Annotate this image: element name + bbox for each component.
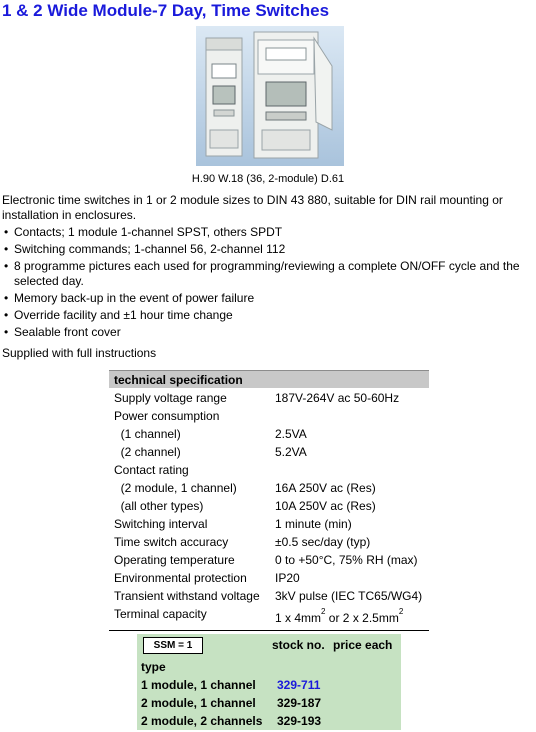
time-switch-image <box>196 26 344 166</box>
spec-label: Contact rating <box>114 463 189 477</box>
spec-label: Switching interval <box>114 517 208 531</box>
spec-value: 10A 250V ac (Res) <box>275 499 376 513</box>
spec-row <box>114 409 434 425</box>
spec-heading: technical specification <box>109 370 429 388</box>
list-item: • Contacts; 1 module 1-channel SPST, others SPDT <box>4 225 534 240</box>
spec-value: 3kV pulse (IEC TC65/WG4) <box>275 589 423 603</box>
spec-value: 2.5VA <box>275 427 307 441</box>
spec-divider <box>109 630 429 631</box>
spec-row <box>114 571 434 587</box>
spec-row <box>114 607 434 627</box>
terminal-value-b: or 2 x 2.5mm <box>325 611 399 625</box>
terminal-capacity-value <box>275 607 404 625</box>
spec-label: Terminal capacity <box>114 607 207 621</box>
table-row <box>141 696 401 712</box>
list-item: • Override facility and ±1 hour time change <box>4 308 534 323</box>
spec-label: (2 module, 1 channel) <box>114 481 237 495</box>
ssm-badge: SSM = 1 <box>143 637 203 654</box>
spec-row <box>114 445 434 461</box>
spec-label: Operating temperature <box>114 553 235 567</box>
spec-label: Power consumption <box>114 409 220 423</box>
page-title: 1 & 2 Wide Module-7 Day, Time Switches <box>2 1 330 20</box>
list-item: • Memory back-up in the event of power failure <box>4 291 534 306</box>
product-photo <box>196 26 344 166</box>
list-item: • 8 programme pictures each used for programming/reviewing a complete ON/OFF cycle and the selected day. <box>4 259 534 289</box>
spec-row <box>114 535 434 551</box>
spec-label: Time switch accuracy <box>114 535 229 549</box>
spec-row <box>114 589 434 605</box>
spec-label: (2 channel) <box>114 445 181 459</box>
superscript: 2 <box>321 607 326 616</box>
spec-row <box>114 463 434 479</box>
feature-list <box>4 225 534 342</box>
spec-row <box>114 391 434 407</box>
spec-label: Supply voltage range <box>114 391 227 405</box>
spec-row <box>114 427 434 443</box>
spec-label: Environmental protection <box>114 571 247 585</box>
price-each-header: price each <box>333 638 393 652</box>
supplied-note: Supplied with full instructions <box>2 346 157 360</box>
spec-row <box>114 499 434 515</box>
superscript: 2 <box>398 607 404 616</box>
table-row <box>141 714 401 730</box>
spec-value: 16A 250V ac (Res) <box>275 481 376 495</box>
spec-value: IP20 <box>275 571 300 585</box>
stock-code: 329-187 <box>277 696 322 710</box>
type-header: type <box>141 660 166 674</box>
spec-value: 5.2VA <box>275 445 307 459</box>
spec-row <box>114 517 434 533</box>
stock-table <box>137 634 401 730</box>
spec-row <box>114 481 434 497</box>
spec-row <box>114 553 434 569</box>
stock-code-link[interactable]: 329-711 <box>277 678 321 692</box>
dimensions-caption: H.90 W.18 (36, 2-module) D.61 <box>191 173 345 185</box>
spec-value: 0 to +50°C, 75% RH (max) <box>275 553 418 567</box>
spec-value: ±0.5 sec/day (typ) <box>275 535 371 549</box>
spec-label: Transient withstand voltage <box>114 589 260 603</box>
spec-value: 1 minute (min) <box>275 517 352 531</box>
terminal-value-a: 1 x 4mm <box>275 611 322 625</box>
spec-value: 187V-264V ac 50-60Hz <box>275 391 400 405</box>
type-name: 1 module, 1 channel <box>141 678 256 692</box>
stock-code: 329-193 <box>277 714 322 728</box>
list-item: • Sealable front cover <box>4 325 534 340</box>
table-row <box>141 678 401 694</box>
spec-label: (all other types) <box>114 499 204 513</box>
spec-label: (1 channel) <box>114 427 181 441</box>
type-name: 2 module, 1 channel <box>141 696 256 710</box>
type-name: 2 module, 2 channels <box>141 714 263 728</box>
stock-no-header: stock no. <box>272 638 325 652</box>
intro-paragraph: Electronic time switches in 1 or 2 module sizes to DIN 43 880, suitable for DIN rail mounting or installation in enclosures. <box>2 193 503 222</box>
list-item: • Switching commands; 1-channel 56, 2-channel 112 <box>4 242 534 257</box>
